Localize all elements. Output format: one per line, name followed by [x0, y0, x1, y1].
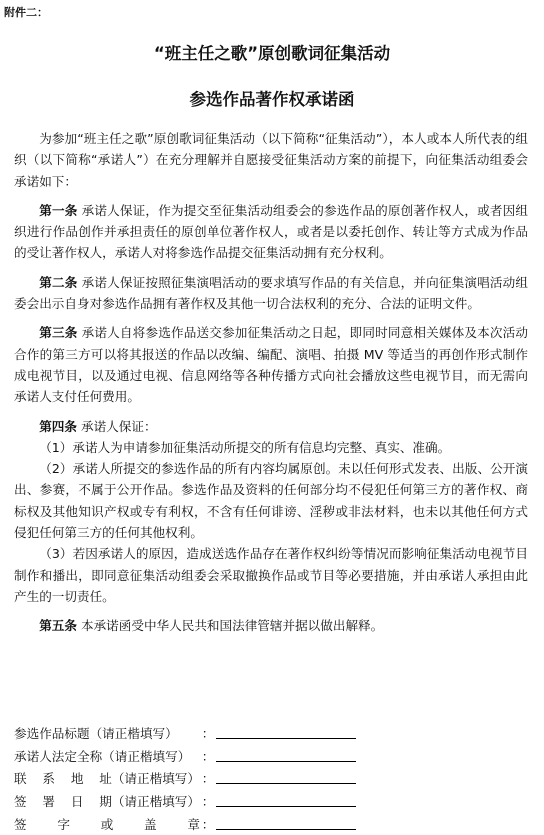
article-2-text: 承诺人保证按照征集演唱活动的要求填写作品的有关信息，并向征集演唱活动组委会出示自身对参选作品拥有著作权及其他一切合法权利的充分、合法的证明文件。	[14, 274, 528, 312]
article-4-item-1: （1）承诺人为申请参加征集活动所提交的所有信息均完整、真实、准确。	[39, 439, 451, 455]
article-4-item-2: （2）承诺人所提交的参选作品的所有内容均属原创。未以任何形式发表、出版、公开演出、参赛，不属于公开作品。参选作品及资料的任何部分均不侵犯任何第三方的著作权、商标权及其他知识产权或专有利权，不含有任何诽谤、淫秽或非法材料，也未以其他任何方式侵犯任何第三方的任何其他权利。	[14, 461, 528, 541]
attachment-label: 附件二：	[4, 6, 48, 19]
date-label-char: 署	[42, 794, 55, 810]
signature-field[interactable]	[216, 814, 356, 830]
intro-paragraph: 为参加“班主任之歌”原创歌词征集活动（以下简称“征集活动”），本人或本人所代表的组织（以下简称“承诺人”）在充分理解并自愿接受征集活动方案的前提下，向征集活动组委会承诺如下：	[14, 131, 528, 189]
document-subtitle: 参选作品著作权承诺函	[189, 90, 355, 109]
document-body	[14, 128, 528, 637]
signature-label-char: 签	[14, 816, 27, 832]
form-colon: ：	[201, 771, 215, 787]
work-title-field[interactable]	[216, 723, 356, 739]
address-label-char: 址（请正楷填写）	[99, 771, 200, 787]
applicant-field[interactable]	[216, 746, 356, 762]
date-field[interactable]	[216, 791, 356, 807]
address-label	[14, 768, 200, 787]
address-label-char: 联	[14, 771, 27, 787]
article-5-label: 第五条	[39, 618, 77, 634]
work-title-label: 参选作品标题（请正楷填写）	[14, 725, 178, 741]
form-row-signature	[14, 810, 528, 833]
signature-label-char: 字	[57, 816, 70, 832]
article-5-text: 本承诺函受中华人民共和国法律管辖并据以做出解释。	[80, 618, 384, 634]
signature-label-char: 章	[187, 816, 200, 832]
form-colon: ：	[201, 816, 215, 832]
signature-form	[14, 719, 528, 833]
article-3-text: 承诺人自将参选作品送交参加征集活动之日起，即同时同意相关媒体及本次活动合作的第三方可以将其报送的作品以改编、编配、演唱、拍摄 MV 等适当的再创作形式制作成电视节目，以及通过电视、信息网络等各种传播方式向社会播放这些电视节目，而无需向承诺人支付任何费用。	[14, 325, 528, 405]
article-5	[14, 615, 528, 636]
date-label-char: 日	[70, 794, 84, 810]
article-4	[14, 416, 528, 437]
form-colon: ：	[201, 794, 215, 810]
form-colon: ：	[201, 725, 215, 741]
article-1	[14, 200, 528, 264]
article-4-item-3: （3）若因承诺人的原因，造成送选作品存在著作权纠纷等情况而影响征集活动电视节目制作和播出，即同意征集活动组委会采取撤换作品或节目等必要措施，并由承诺人承担由此产生的一切责任。	[14, 546, 528, 604]
address-label-char: 系	[42, 771, 55, 787]
address-label-char: 地	[70, 771, 84, 787]
article-4-label: 第四条	[39, 418, 77, 434]
address-field[interactable]	[216, 768, 356, 784]
article-4-text: 承诺人保证：	[80, 418, 157, 434]
date-label-char: 期（请正楷填写）	[99, 794, 200, 810]
signature-label	[14, 814, 200, 833]
signature-label-char: 盖	[144, 816, 157, 832]
article-2	[14, 272, 528, 315]
form-colon: ：	[201, 748, 215, 764]
article-3-label: 第三条	[39, 325, 78, 341]
form-row-work-title	[14, 719, 528, 742]
article-3	[14, 322, 528, 407]
article-1-label: 第一条	[39, 202, 78, 218]
form-row-date	[14, 787, 528, 810]
date-label	[14, 791, 200, 810]
applicant-label: 承诺人法定全称（请正楷填写）	[14, 748, 191, 764]
article-2-label: 第二条	[39, 274, 78, 290]
article-1-text: 承诺人保证，作为提交至征集活动组委会的参选作品的原创著作权人，或者因组织进行作品创作并承担责任的原创单位著作权人，或者是以委托创作、转让等方式成为作品的受让著作权人，承诺人对将参选作品提交征集活动拥有充分权利。	[14, 202, 528, 261]
signature-label-char: 或	[100, 816, 114, 832]
date-label-char: 签	[14, 794, 27, 810]
document-title: “班主任之歌”原创歌词征集活动	[153, 44, 391, 63]
form-row-address	[14, 765, 528, 788]
form-row-applicant	[14, 742, 528, 765]
